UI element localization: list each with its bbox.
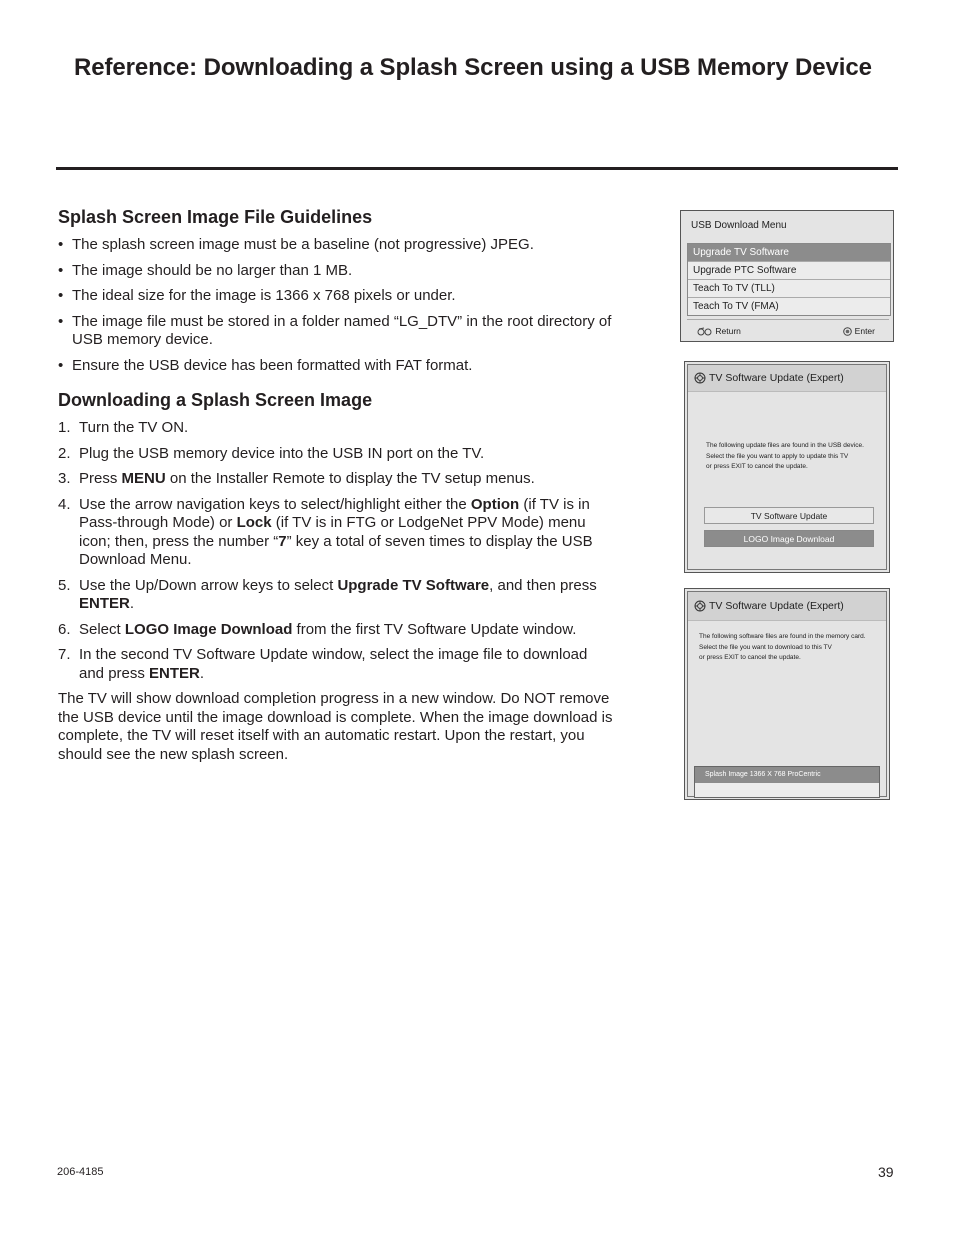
page-number: 39 [878,1164,894,1180]
message-line: or press EXIT to cancel the update. [699,654,801,661]
dialog-2-title: TV Software Update (Expert) [709,600,844,612]
usb-menu-footer [687,319,889,340]
step-emphasis: Option [470,495,520,513]
download-step [58,646,613,683]
guideline-item: • The ideal size for the image is 1366 x 768 pixels or under. [58,287,613,306]
usb-download-menu [680,210,894,342]
download-step [58,470,613,489]
usb-menu-item[interactable]: Teach To TV (FMA) [693,301,779,312]
logo-image-download-option[interactable]: LOGO Image Download [704,530,874,547]
tv-software-update-option[interactable]: TV Software Update [704,507,874,524]
file-list [694,766,880,798]
enter-label: Enter [854,326,875,336]
usb-menu-list [687,243,891,316]
return-button[interactable] [697,326,741,336]
download-step [58,621,613,640]
step-emphasis: Lock [236,514,272,531]
step-number: 7. [58,646,71,663]
splash-image-file[interactable]: Splash Image 1366 X 768 ProCentric [695,767,879,783]
enter-icon [843,327,852,336]
step-number: 1. [58,419,71,436]
guideline-item: • The splash screen image must be a baseline (not progressive) JPEG. [58,236,613,255]
step-emphasis: MENU [121,470,166,487]
download-step [58,419,613,438]
message-line: Select the file you want to download to this TV [699,643,832,651]
guideline-item: • Ensure the USB device has been formatted with FAT format. [58,357,613,376]
usb-menu-item[interactable]: Teach To TV (TLL) [688,280,890,298]
download-step [58,445,613,464]
message-line: The following software files are found in the memory card. [699,633,866,640]
step-number: 2. [58,444,71,462]
step-text: from the first TV Software Update window. [292,620,577,638]
guidelines-list [58,236,613,375]
guideline-item: • The image file must be stored in a folder named “LG_DTV” in the root directory of USB memory device. [58,313,613,350]
dialog-1-message [706,441,864,473]
step-text: . [129,595,135,612]
step-text: Plug the USB memory device into the USB IN port on the TV. [79,444,485,462]
step-emphasis: LOGO Image Download [124,620,293,638]
step-emphasis: 7 [278,532,287,550]
download-step [58,496,613,570]
download-step [58,577,613,614]
title-rule [56,167,898,170]
step-text: Use the Up/Down arrow keys to select [79,576,338,594]
message-line: The following update files are found in the USB device. [706,442,864,449]
step-emphasis: ENTER [149,664,200,682]
dialog-2-header [688,592,886,621]
step-number: 4. [58,495,71,513]
step-text: , and then press [489,576,597,594]
message-line: or press EXIT to cancel the update. [706,463,808,470]
usb-menu-item[interactable]: Upgrade TV Software [688,244,890,262]
return-icon [697,327,713,336]
step-text: . [199,664,205,682]
dialog-2-message [699,632,866,664]
software-update-dialog-1 [684,361,890,573]
step-text: In the second TV Software Update window, select the image file to download and press [79,646,588,682]
dialog-1-title: TV Software Update (Expert) [709,372,844,384]
step-text: Press [79,470,122,487]
step-text: (if TV is in Pass-through Mode) or [79,495,590,531]
step-text: (if TV is in FTG or LodgeNet PPV Mode) menu icon; then, press the number “ [79,514,586,550]
usb-menu-item[interactable]: Upgrade PTC Software [688,262,890,280]
step-number: 3. [58,470,71,487]
step-emphasis: ENTER [79,595,130,612]
return-label: Return [715,326,741,336]
software-update-dialog-2 [684,588,890,800]
usb-menu-title: USB Download Menu [691,220,787,231]
gear-icon [694,600,706,612]
step-text: Turn the TV ON. [79,419,189,436]
closing-paragraph: The TV will show download completion progress in a new window. Do NOT remove the USB device until the image download is complete. When the image download is complete, the TV will reset itself with an automatic restart. Upon the restart, you should see the new splash screen. [58,690,613,763]
step-emphasis: Upgrade TV Software [337,576,490,594]
download-heading: Downloading a Splash Screen Image [58,390,373,410]
enter-button[interactable] [843,326,875,336]
message-line: Select the file you want to apply to update this TV [706,452,849,460]
step-text: ” key a total of seven times to display the USB Download Menu. [79,532,593,568]
step-number: 5. [58,576,71,594]
guideline-item: • The image should be no larger than 1 MB. [58,262,613,281]
page-title: Reference: Downloading a Splash Screen using a USB Memory Device [74,54,872,81]
document-number: 206-4185 [57,1166,104,1178]
download-steps [58,419,613,683]
step-text: on the Installer Remote to display the TV setup menus. [165,470,535,487]
main-content [58,206,613,764]
step-number: 6. [58,620,71,638]
step-text: Select [79,620,125,638]
gear-icon [694,372,706,384]
dialog-1-header [688,365,886,392]
step-text: Use the arrow navigation keys to select/highlight either the [79,495,471,513]
guidelines-heading: Splash Screen Image File Guidelines [58,207,373,227]
